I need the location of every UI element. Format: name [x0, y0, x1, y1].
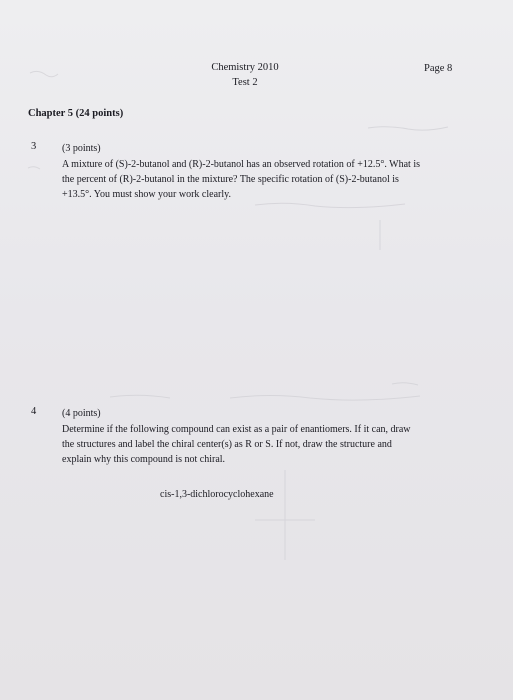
- page-number: Page 8: [424, 63, 453, 74]
- test-title: Test 2: [232, 77, 258, 88]
- question-number: 4: [31, 406, 37, 417]
- course-title: Chemistry 2010: [211, 62, 279, 73]
- question-text-line: the percent of (R)-2-butanol in the mixture? The specific rotation of (S)-2-butanol is: [62, 174, 399, 185]
- question-text-line: +13.5°. You must show your work clearly.: [62, 189, 231, 200]
- question-points: (4 points): [62, 408, 101, 419]
- compound-name: cis-1,3-dichlorocyclohexane: [160, 489, 274, 500]
- question-text-line: Determine if the following compound can exist as a pair of enantiomers. If it can, draw: [62, 424, 411, 435]
- question-text-line: explain why this compound is not chiral.: [62, 454, 226, 465]
- chapter-heading: Chapter 5 (24 points): [28, 108, 124, 119]
- question-number: 3: [31, 141, 37, 152]
- question-text-line: the structures and label the chiral center(s) as R or S. If not, draw the structure and: [62, 439, 392, 450]
- question-text-line: A mixture of (S)-2-butanol and (R)-2-butanol has an observed rotation of +12.5°. What is: [62, 159, 420, 170]
- question-points: (3 points): [62, 143, 101, 154]
